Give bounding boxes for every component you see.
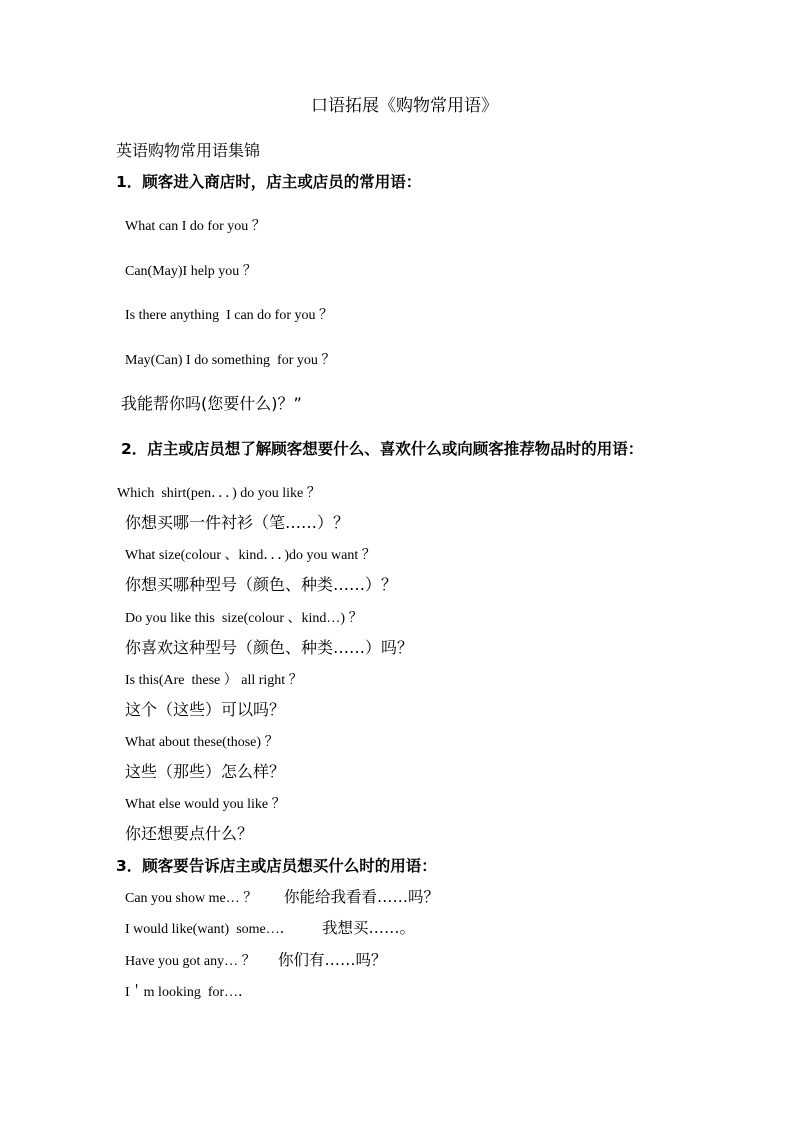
section3-line-en: Can you show me… ？ [125, 891, 258, 906]
section2-line: 你还想要点什么？ [125, 824, 254, 843]
section3-line-zh: 你们有……吗？ [278, 951, 387, 969]
section2-line: 这个（这些）可以吗？ [125, 700, 286, 719]
section2-line: 你想买哪一件衬衫（笔……）？ [125, 513, 350, 532]
section2-line: Which shirt(pen．．．) do you like ？ [117, 486, 321, 501]
section3-line-en: Have you got any… ？ [125, 954, 256, 969]
section2-line: Is this(Are these ） all right ？ [125, 673, 303, 688]
section2-line: What about these(those) ？ [125, 735, 279, 750]
section2-line: What else would you like ？ [125, 797, 286, 812]
section3-line-en: I would like(want) some…． [125, 922, 294, 937]
section1-line: Is there anything I can do for you ？ [125, 308, 333, 323]
section3-line-en: I＇m looking for…． [125, 985, 253, 1000]
section2-line: 你想买哪种型号（颜色、种类……）？ [125, 575, 398, 594]
section2-line: 你喜欢这种型号（颜色、种类……）吗？ [125, 638, 414, 657]
document-title: 口语拓展《购物常用语》 [311, 96, 498, 116]
section3-line-zh: 你能给我看看……吗？ [284, 888, 440, 906]
section2-line: What size(colour 、kind．．．)do you want ？ [125, 548, 376, 563]
section2-heading: 2．店主或店员想了解顾客想要什么、喜欢什么或向顾客推荐物品时的用语： [121, 440, 644, 458]
section3-line-zh: 我想买……。 [322, 919, 416, 937]
section1-line: What can I do for you ？ [125, 219, 266, 234]
section2-line: 这些（那些）怎么样？ [125, 762, 286, 781]
section3-heading: 3．顾客要告诉店主或店员想买什么时的用语： [116, 857, 437, 875]
section1-line: May(Can) I do something for you ？ [125, 353, 336, 368]
document-intro: 英语购物常用语集锦 [116, 141, 261, 160]
section1-line: Can(May)I help you ？ [125, 264, 257, 279]
section2-line: Do you like this size(colour 、kind…) ？ [125, 611, 363, 626]
section1-heading: 1．顾客进入商店时，店主或店员的常用语： [116, 173, 422, 191]
section1-translation: 我能帮你吗(您要什么)？” [121, 394, 302, 413]
